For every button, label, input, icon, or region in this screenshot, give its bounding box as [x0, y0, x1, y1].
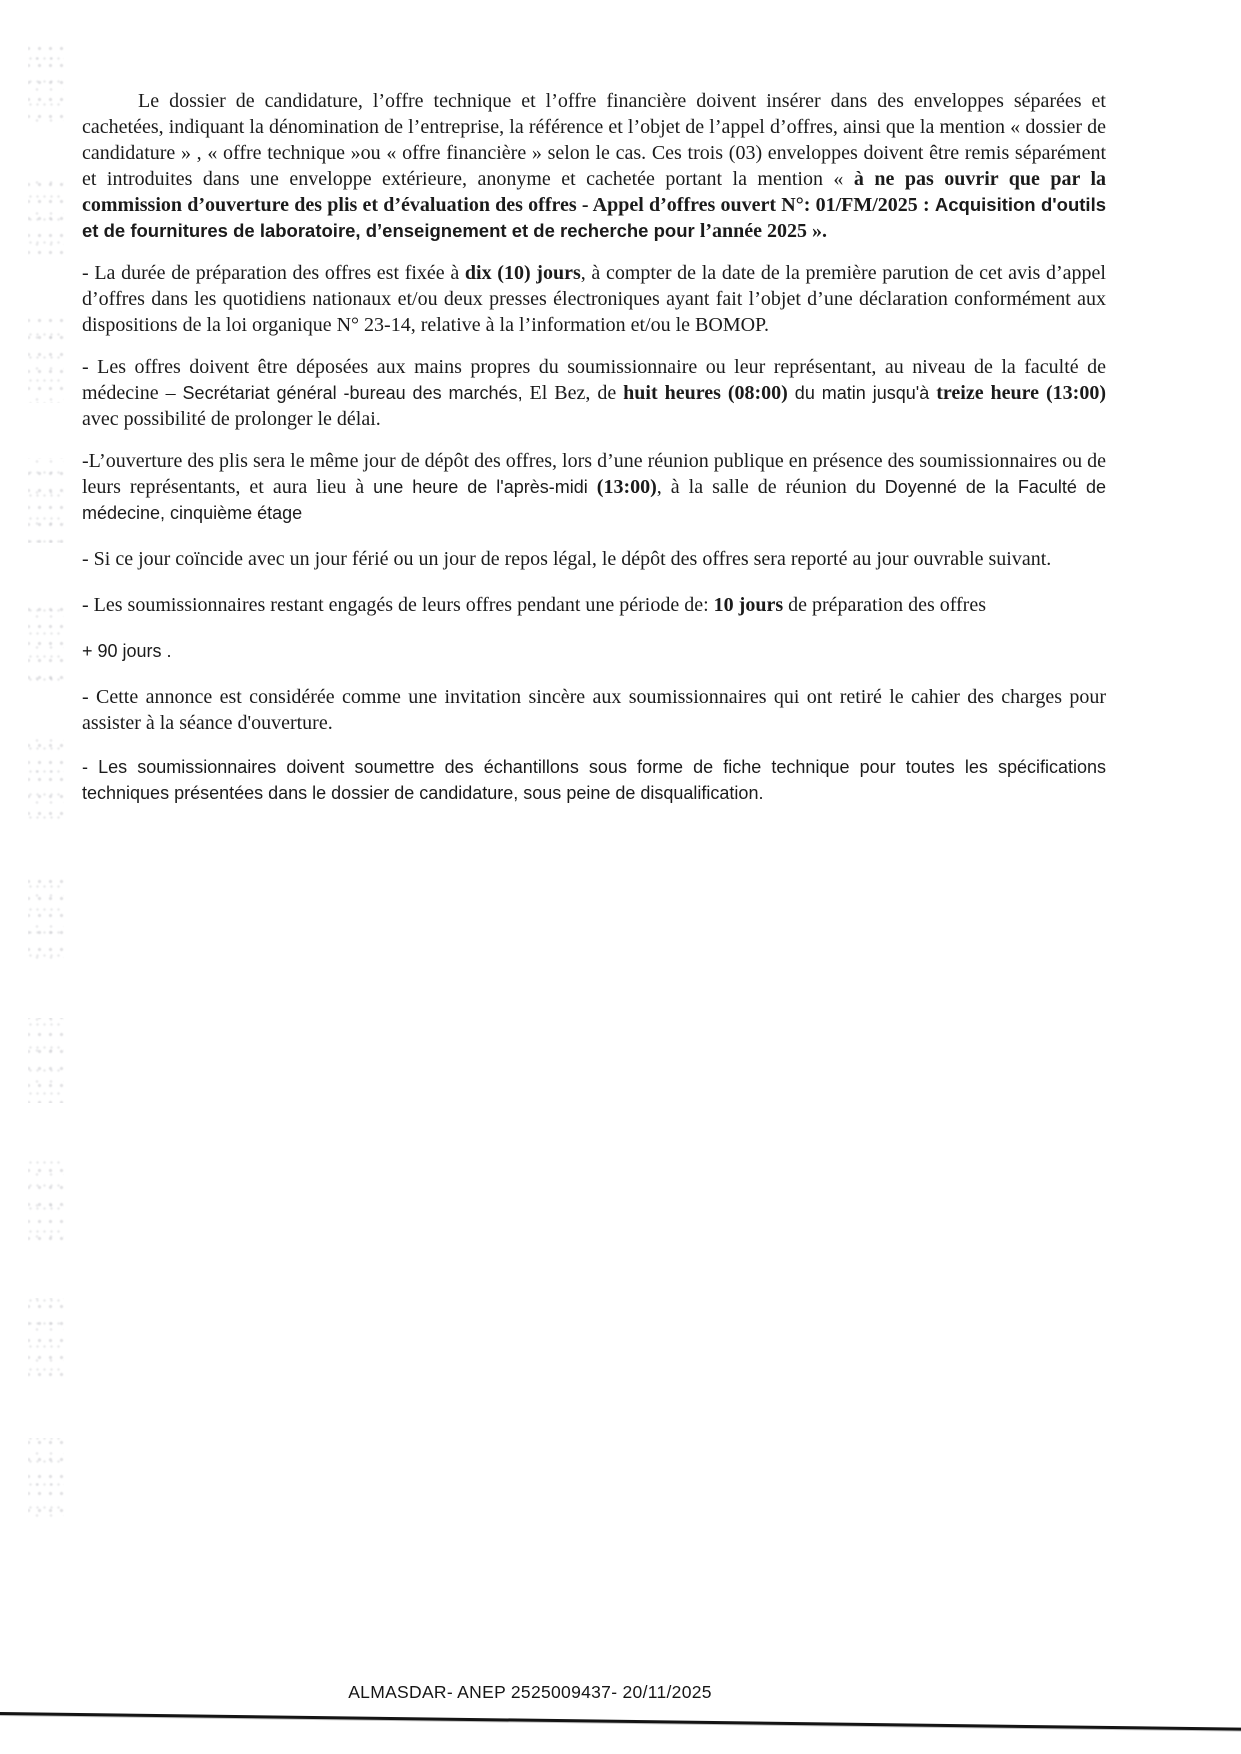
scan-artifact-line — [0, 1712, 1241, 1730]
document-body — [82, 88, 1106, 822]
text-run: , à la salle de réunion — [656, 476, 856, 498]
scan-artifact-left-margin — [28, 38, 64, 1528]
publication-footer — [0, 1682, 1060, 1703]
paragraph-offer-validity — [82, 592, 1106, 618]
text-run: de préparation des offres — [783, 594, 987, 616]
text-run: Le dossier de candidature, l’offre technique et l’offre financière doivent insérer dans des enveloppes séparées et cachetées, indiquant la dénomination de l’entreprise, la référence et l’objet de l’appel d’offres, ainsi que la mention « dossier de candidature » , « offre technique »ou « offre financière » selon le cas. Ces trois (03) enveloppes doivent être remis séparément et introduites dans une enveloppe extérieure, anonyme et cachetée portant la mention « — [82, 90, 1106, 190]
text-run: El Bez, de — [529, 382, 624, 404]
text-run-bold: treize heure (13:00) — [936, 382, 1106, 404]
text-run-bold: l’année 2025 ». — [699, 220, 828, 242]
paragraph-plus-90-days — [82, 638, 1106, 664]
paragraph-preparation-duration — [82, 260, 1106, 338]
text-run: - La durée de préparation des offres est fixée à — [82, 262, 465, 284]
text-run: - Cette annonce est considérée comme une invitation sincère aux soumissionnaires qui ont retiré le cahier des charges pour assister à la séance d'ouverture. — [82, 686, 1106, 734]
text-run: du Doyenné de la Faculté de médecine, cinquième étage — [82, 477, 1106, 523]
text-run: - Si ce jour coïncide avec un jour férié ou un jour de repos légal, le dépôt des offres sera reporté au jour ouvrable suivant. — [82, 548, 1052, 570]
footer-text: ALMASDAR- ANEP 2525009437- 20/11/2025 — [348, 1682, 712, 1702]
paragraph-invitation — [82, 684, 1106, 736]
text-run: - Les soumissionnaires restant engagés de leurs offres pendant une période de: — [82, 594, 714, 616]
paragraph-opening-session — [82, 448, 1106, 526]
text-run: - Les soumissionnaires doivent soumettre des échantillons sous forme de fiche technique pour toutes les spécifications techniques présentées dans le dossier de candidature, sous peine de disqualification. — [82, 757, 1106, 803]
text-run: -L’ouverture des plis sera le même jour de dépôt des offres, lors d’une réunion publique en présence des soumissionnaires ou de leurs représentants, et aura lieu à — [82, 450, 1106, 498]
text-run: , à compter de la date de la première parution de cet avis d’appel d’offres dans les quotidiens nationaux et/ou deux presses électroniques ayant fait l’objet d’une déclaration conformément aux dispositions de la loi organique N° 23-14, relative à la l’information et/ou le BOMOP. — [82, 262, 1106, 336]
text-run: + 90 jours . — [82, 641, 172, 661]
text-run: avec possibilité de prolonger le délai. — [82, 408, 381, 430]
text-run: - Les offres doivent être déposées aux mains propres du soumissionnaire ou leur représentant, au niveau de la faculté de médecine – — [82, 356, 1106, 404]
paragraph-samples-requirement — [82, 754, 1106, 806]
text-run-bold: 10 jours — [713, 594, 784, 616]
text-run-bold: Acquisition d'outils et de fournitures de laboratoire, d’enseignement et de recherche pour — [82, 194, 1106, 241]
paragraph-envelopes — [82, 88, 1106, 244]
text-run: Secrétariat général -bureau des marchés, — [182, 383, 530, 403]
paragraph-deposit-location — [82, 354, 1106, 432]
text-run: du matin jusqu'à — [787, 383, 937, 403]
text-run-bold: dix (10) jours — [464, 262, 581, 284]
paragraph-holiday-rule — [82, 546, 1106, 572]
text-run-bold: à ne pas ouvrir que par la commission d’ouverture des plis et d’évaluation des offres - Appel d’offres ouvert N°: 01/FM/2025 : — [82, 168, 1107, 216]
text-run: une heure de l'après-midi — [373, 477, 597, 497]
text-run-bold: (13:00) — [596, 476, 657, 498]
text-run-bold: huit heures (08:00) — [623, 382, 788, 404]
